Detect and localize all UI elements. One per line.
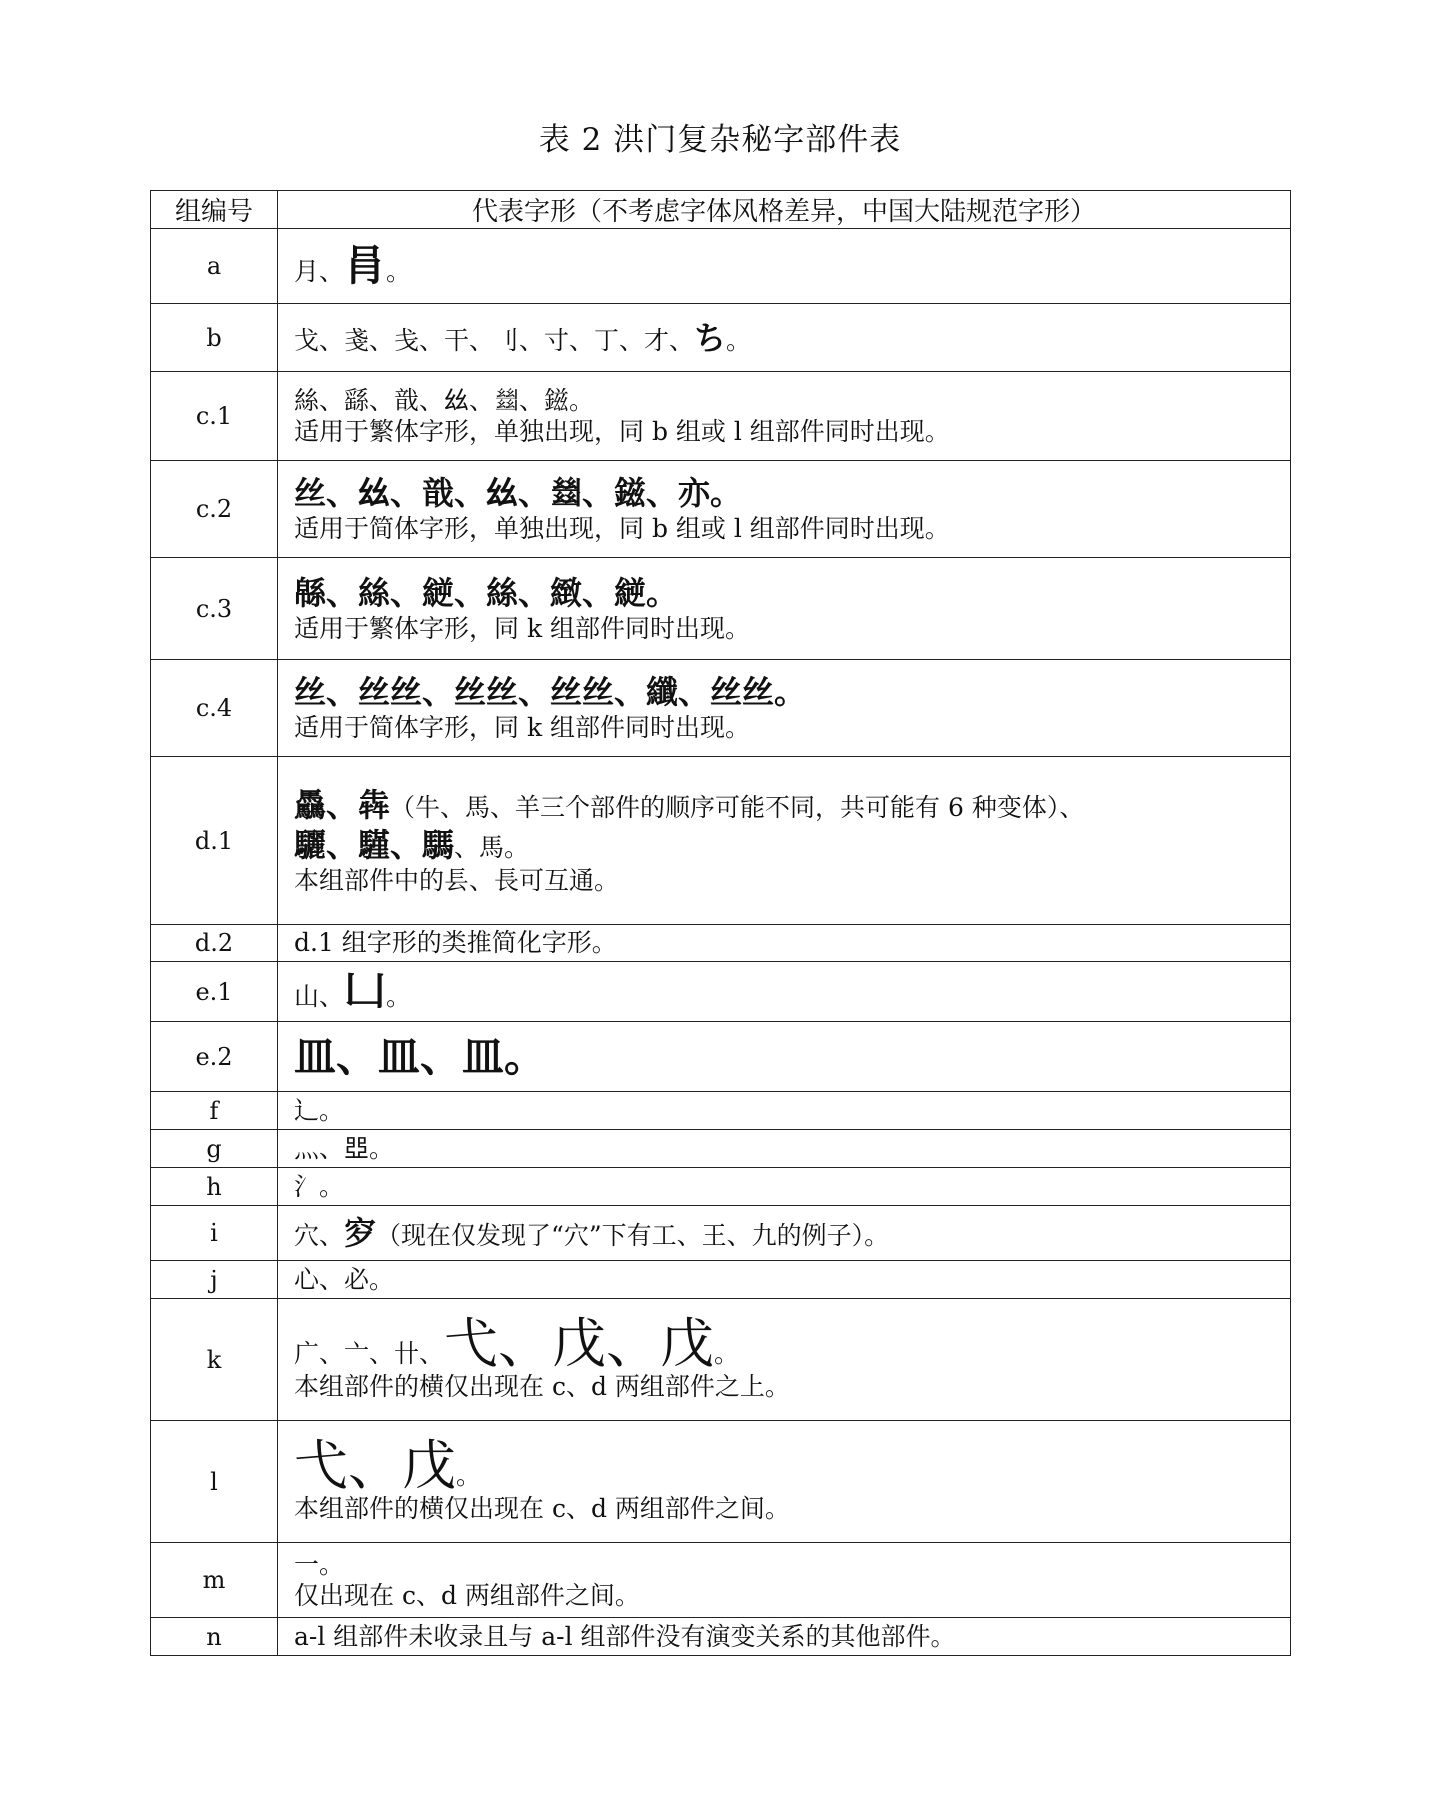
row-id: c.2 — [151, 461, 278, 558]
table-row — [151, 1261, 1291, 1299]
row-id: j — [151, 1261, 278, 1299]
glyph-text: a-l 组部件未收录且与 a-l 组部件没有演变关系的其他部件。 — [294, 1621, 956, 1651]
glyph-text: 氵。 — [294, 1171, 345, 1201]
glyph-end: 。 — [386, 256, 412, 286]
row-id: l — [151, 1421, 278, 1543]
glyph-end: 。 — [714, 1338, 740, 1368]
table-row — [151, 372, 1291, 461]
glyph-text: 辶。 — [294, 1095, 345, 1125]
row-id: d.2 — [151, 925, 278, 962]
glyph-text: 戈、戔、戋、干、刂、寸、丁、才、 — [294, 325, 695, 355]
glyph-text: d.1 组字形的类推简化字形。 — [294, 928, 617, 958]
table-row — [151, 757, 1291, 925]
table-row — [151, 229, 1291, 304]
row-content — [278, 757, 1291, 925]
row-id: a — [151, 229, 278, 304]
table-row — [151, 962, 1291, 1022]
glyph-end: 。 — [456, 1460, 482, 1490]
glyph-text: 心、必。 — [294, 1264, 395, 1294]
table-row — [151, 925, 1291, 962]
row-content — [278, 1022, 1291, 1092]
glyph-large: 弋、戊、戊 — [444, 1311, 715, 1375]
row-content — [278, 1130, 1291, 1168]
row-note: 本组部件的横仅出现在 c、d 两组部件之上。 — [294, 1371, 790, 1401]
glyph-text: 月、 — [294, 256, 345, 286]
glyph-large: 弋、戊 — [294, 1433, 456, 1497]
table-row — [151, 1130, 1291, 1168]
row-id: m — [151, 1543, 278, 1618]
glyph-text: 緜、絲、縌、絲、緻、縌。 — [294, 573, 679, 612]
row-id: e.2 — [151, 1022, 278, 1092]
glyph-text: 丝、丝丝、丝丝、丝丝、纖、丝丝。 — [294, 673, 807, 712]
glyph-text: 丝、𢆶、戠、𢆶、𢇍、鎡、亦。 — [294, 474, 743, 513]
glyph-large: ち — [694, 318, 727, 357]
glyph-end: 。 — [726, 325, 752, 355]
row-content — [278, 461, 1291, 558]
table-row — [151, 660, 1291, 757]
table-title: 表 2 洪门复杂秘字部件表 — [538, 122, 902, 158]
glyph-large: 驪、騹、騳 — [294, 825, 455, 864]
row-content — [278, 372, 1291, 461]
table-row — [151, 558, 1291, 660]
row-id: e.1 — [151, 962, 278, 1022]
table-row — [151, 1022, 1291, 1092]
row-id: d.1 — [151, 757, 278, 925]
table-row — [151, 1618, 1291, 1656]
row-note: 仅出现在 c、d 两组部件之间。 — [294, 1581, 640, 1610]
row-note: 适用于简体字形，单独出现，同 b 组或 l 组部件同时出现。 — [294, 514, 950, 544]
row-content — [278, 558, 1291, 660]
table-row — [151, 304, 1291, 372]
table-row — [151, 1421, 1291, 1543]
row-content — [278, 1168, 1291, 1206]
row-id: k — [151, 1299, 278, 1421]
table-row — [151, 1092, 1291, 1130]
row-content — [278, 962, 1291, 1022]
row-content — [278, 925, 1291, 962]
row-id: c.1 — [151, 372, 278, 461]
row-id: g — [151, 1130, 278, 1168]
row-content — [278, 1618, 1291, 1656]
glyph-end: 。 — [386, 982, 412, 1012]
glyph-text: 灬、𠁁。 — [294, 1133, 395, 1163]
row-id: i — [151, 1206, 278, 1261]
row-note: 适用于繁体字形，单独出现，同 b 组或 l 组部件同时出现。 — [294, 417, 950, 446]
row-id: c.4 — [151, 660, 278, 757]
header-representative: 代表字形（不考虑字体风格差异，中国大陆规范字形） — [278, 191, 1291, 229]
glyph-text: 一。 — [294, 1549, 345, 1579]
row-content — [278, 660, 1291, 757]
row-note: 适用于简体字形，同 k 组部件同时出现。 — [294, 713, 751, 743]
table-header-row — [151, 191, 1291, 229]
glyph-end: （现在仅发现了“穴”下有工、王、九的例子）。 — [376, 1221, 890, 1250]
row-note: 适用于繁体字形，同 k 组部件同时出现。 — [294, 613, 751, 643]
row-content — [278, 1299, 1291, 1421]
row-content — [278, 1092, 1291, 1130]
glyph-text: 、馬。 — [454, 832, 530, 862]
glyph-large: 穸 — [344, 1214, 377, 1252]
parts-table — [150, 190, 1291, 1656]
row-id: n — [151, 1618, 278, 1656]
table-row — [151, 1543, 1291, 1618]
row-id: c.3 — [151, 558, 278, 660]
glyph-text: 絲、繇、戠、𢆶、𢇍、鎡。 — [294, 385, 595, 415]
row-content — [278, 304, 1291, 372]
row-id: h — [151, 1168, 278, 1206]
row-content — [278, 229, 1291, 304]
table-row — [151, 1168, 1291, 1206]
table-row — [151, 1206, 1291, 1261]
glyph-text: （牛、馬、羊三个部件的顺序可能不同，共可能有 6 种变体）、 — [390, 792, 1085, 822]
table-row — [151, 1299, 1291, 1421]
row-note: 本组部件的横仅出现在 c、d 两组部件之间。 — [294, 1493, 790, 1523]
row-content — [278, 1261, 1291, 1299]
row-content — [278, 1206, 1291, 1261]
row-id: b — [151, 304, 278, 372]
glyph-large: 驫、犇 — [294, 785, 391, 824]
table-row — [151, 461, 1291, 558]
row-content — [278, 1421, 1291, 1543]
row-note: 本组部件中的镸、長可互通。 — [294, 865, 620, 895]
row-content — [278, 1543, 1291, 1618]
glyph-text: 穴、 — [294, 1221, 345, 1250]
glyph-large: 凵 — [344, 966, 387, 1016]
glyph-text: 广、亠、卄、 — [294, 1338, 445, 1368]
glyph-text: 山、 — [294, 982, 345, 1012]
row-id: f — [151, 1092, 278, 1130]
header-group-id: 组编号 — [151, 191, 278, 229]
glyph-large: 肙 — [344, 240, 387, 290]
glyph-large: 皿、皿、皿。 — [294, 1031, 547, 1081]
